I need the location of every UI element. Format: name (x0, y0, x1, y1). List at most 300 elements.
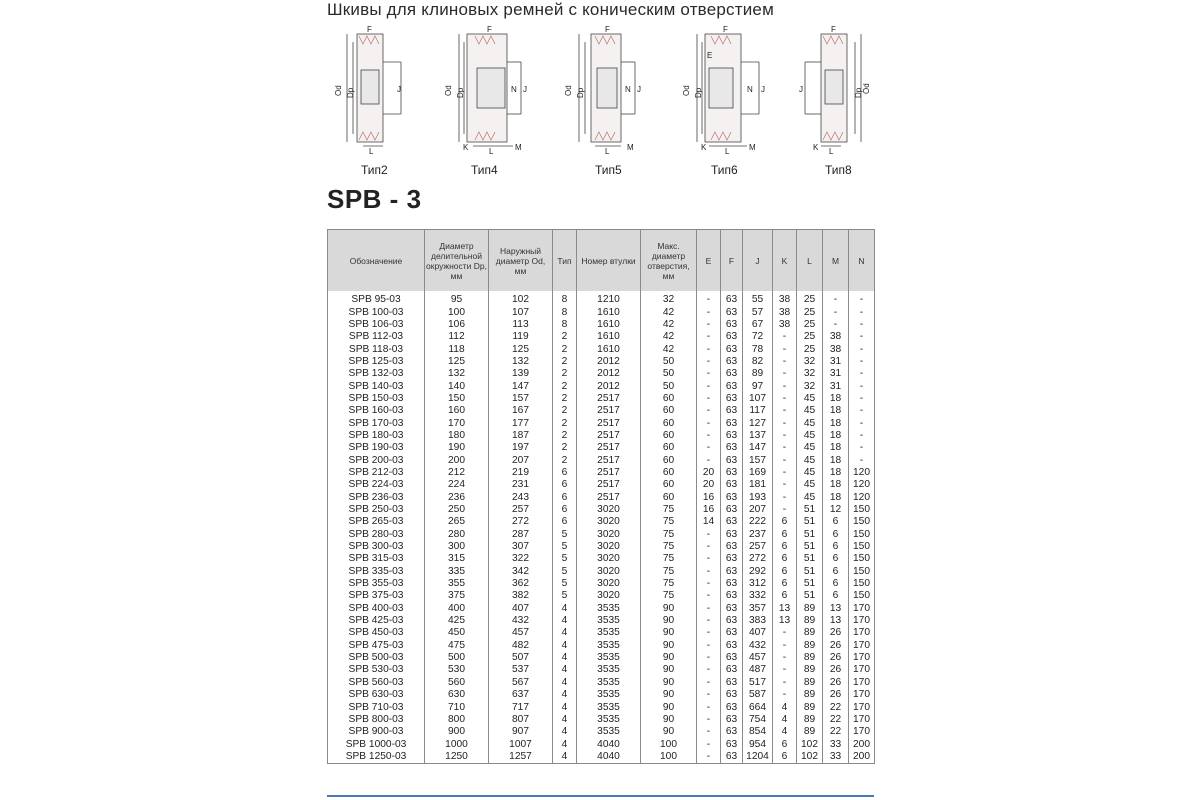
table-cell: 237 (743, 529, 773, 541)
table-cell: 132 (489, 356, 553, 368)
table-cell: 51 (797, 578, 823, 590)
svg-text:M: M (627, 143, 634, 152)
table-cell: 89 (797, 701, 823, 713)
table-cell: 90 (641, 664, 697, 676)
table-cell: - (697, 553, 721, 565)
table-cell: 45 (797, 492, 823, 504)
table-cell: 8 (553, 319, 577, 331)
table-cell: 3535 (577, 714, 641, 726)
table-cell: 51 (797, 553, 823, 565)
table-cell: 630 (425, 689, 489, 701)
table-cell: 2517 (577, 492, 641, 504)
table-cell: 38 (823, 331, 849, 343)
table-cell: 160 (425, 405, 489, 417)
table-cell: 75 (641, 504, 697, 516)
table-cell: 3535 (577, 664, 641, 676)
table-cell: 26 (823, 640, 849, 652)
designation-cell: SPB 150-03 (348, 392, 404, 404)
table-cell: 22 (823, 714, 849, 726)
table-cell: - (697, 393, 721, 405)
table-cell: 1210 (577, 291, 641, 306)
table-cell: 13 (773, 603, 797, 615)
designation-cell: SPB 425-03 (348, 615, 404, 627)
table-cell: 90 (641, 627, 697, 639)
table-cell: 107 (489, 306, 553, 318)
table-cell: 75 (641, 553, 697, 565)
designation-cell: SPB 300-03 (348, 541, 404, 553)
table-cell: 18 (823, 417, 849, 429)
table-cell: 63 (721, 664, 743, 676)
table-cell: 250 (425, 504, 489, 516)
table-cell: - (773, 343, 797, 355)
designation-cell: SPB 1250-03 (345, 750, 407, 762)
table-cell: 6 (553, 492, 577, 504)
table-cell: 75 (641, 578, 697, 590)
svg-text:Od: Od (334, 85, 343, 96)
table-cell: 90 (641, 652, 697, 664)
table-cell: 95 (425, 291, 489, 306)
table-cell: 180 (425, 430, 489, 442)
diagram-type4-label: Тип4 (471, 163, 498, 177)
table-cell: 187 (489, 430, 553, 442)
table-cell: - (697, 319, 721, 331)
table-cell: - (697, 417, 721, 429)
table-cell: 16 (697, 492, 721, 504)
table-cell: 132 (425, 368, 489, 380)
table-cell: - (697, 356, 721, 368)
table-cell: 3020 (577, 504, 641, 516)
table-cell: 3020 (577, 541, 641, 553)
table-cell: - (849, 454, 875, 466)
table-cell: 75 (641, 590, 697, 602)
table-row (328, 319, 875, 331)
table-cell: 32 (797, 356, 823, 368)
table-header-row (328, 230, 875, 292)
table-cell: 2 (553, 393, 577, 405)
diagram-type5 (564, 25, 641, 177)
designation-cell: SPB 375-03 (348, 590, 404, 602)
table-cell: 954 (743, 738, 773, 750)
table-cell: 4 (553, 664, 577, 676)
table-cell: 25 (797, 343, 823, 355)
table-cell: 31 (823, 356, 849, 368)
table-cell: 4 (553, 726, 577, 738)
table-cell: - (697, 615, 721, 627)
section-heading: SPB - 3 (327, 184, 422, 214)
table-cell: 4040 (577, 751, 641, 764)
designation-cell: SPB 112-03 (348, 331, 404, 343)
table-cell: 89 (797, 640, 823, 652)
table-cell: 100 (425, 306, 489, 318)
table-cell: 63 (721, 380, 743, 392)
diagram-type2-label: Тип2 (361, 163, 388, 177)
column-header: Обозначение (328, 230, 425, 292)
table-cell: - (849, 405, 875, 417)
table-cell: 6 (773, 738, 797, 750)
table-cell: 3535 (577, 615, 641, 627)
table-cell: 25 (797, 331, 823, 343)
designation-cell: SPB 800-03 (348, 713, 404, 725)
table-cell: 63 (721, 343, 743, 355)
table-row (328, 627, 875, 639)
table-row (328, 479, 875, 491)
table-cell: 45 (797, 393, 823, 405)
table-cell: 57 (743, 306, 773, 318)
table-cell: 89 (797, 714, 823, 726)
table-cell: 150 (849, 553, 875, 565)
column-header: M (823, 230, 849, 292)
table-cell: 89 (797, 603, 823, 615)
table-cell: 120 (849, 479, 875, 491)
table-cell: 517 (743, 677, 773, 689)
table-cell: - (773, 442, 797, 454)
table-cell: 112 (425, 331, 489, 343)
table-cell: 1610 (577, 319, 641, 331)
table-cell: 362 (489, 578, 553, 590)
table-cell: 63 (721, 615, 743, 627)
table-cell: 4040 (577, 738, 641, 750)
table-cell: 3020 (577, 529, 641, 541)
table-cell: 20 (697, 479, 721, 491)
table-cell: 42 (641, 343, 697, 355)
table-cell: 63 (721, 430, 743, 442)
table-cell: 45 (797, 417, 823, 429)
table-cell: 4 (553, 738, 577, 750)
table-cell: - (849, 291, 875, 306)
table-cell: 63 (721, 689, 743, 701)
table-cell: 3535 (577, 677, 641, 689)
designation-cell: SPB 355-03 (348, 578, 404, 590)
table-cell: 89 (797, 627, 823, 639)
table-cell: 6 (773, 566, 797, 578)
table-cell: 75 (641, 566, 697, 578)
diagram-type8 (799, 25, 871, 177)
table-cell: 147 (743, 442, 773, 454)
table-cell: 90 (641, 714, 697, 726)
table-cell: 710 (425, 701, 489, 713)
table-cell: 157 (489, 393, 553, 405)
table-cell: 51 (797, 516, 823, 528)
table-row (328, 393, 875, 405)
column-header: Тип (553, 230, 577, 292)
table-cell: - (773, 664, 797, 676)
table-cell: 300 (425, 541, 489, 553)
table-cell: - (697, 454, 721, 466)
table-cell: 272 (489, 516, 553, 528)
table-cell: 75 (641, 529, 697, 541)
table-cell: 6 (773, 529, 797, 541)
table-cell: 3020 (577, 590, 641, 602)
designation-cell: SPB 140-03 (348, 380, 404, 392)
table-cell: - (773, 331, 797, 343)
table-cell: 63 (721, 738, 743, 750)
table-cell: 63 (721, 566, 743, 578)
table-row (328, 615, 875, 627)
table-cell: 6 (823, 516, 849, 528)
table-cell: 5 (553, 541, 577, 553)
table-cell: 45 (797, 430, 823, 442)
column-header: J (743, 230, 773, 292)
table-cell: 2 (553, 442, 577, 454)
column-header: L (797, 230, 823, 292)
table-cell: 170 (849, 627, 875, 639)
table-cell: 2517 (577, 405, 641, 417)
table-cell: 63 (721, 393, 743, 405)
designation-cell: SPB 132-03 (348, 368, 404, 380)
table-cell: 51 (797, 590, 823, 602)
table-cell: 231 (489, 479, 553, 491)
svg-text:J: J (637, 85, 641, 94)
table-row (328, 442, 875, 454)
table-cell: 2517 (577, 467, 641, 479)
table-cell: 63 (721, 590, 743, 602)
table-cell: 3535 (577, 701, 641, 713)
svg-text:J: J (799, 85, 803, 94)
table-cell: 332 (743, 590, 773, 602)
table-cell: 150 (849, 566, 875, 578)
table-cell: 637 (489, 689, 553, 701)
table-row (328, 467, 875, 479)
table-cell: 51 (797, 504, 823, 516)
table-cell: 90 (641, 603, 697, 615)
table-cell: - (697, 677, 721, 689)
designation-cell: SPB 1000-03 (345, 738, 407, 750)
designation-cell: SPB 106-03 (348, 318, 404, 330)
table-cell: 89 (797, 652, 823, 664)
table-cell: 45 (797, 467, 823, 479)
table-cell: 18 (823, 454, 849, 466)
table-cell: - (849, 319, 875, 331)
table-cell: - (849, 306, 875, 318)
table-cell: 45 (797, 405, 823, 417)
svg-text:Od: Od (564, 85, 573, 96)
table-cell: 60 (641, 479, 697, 491)
table-cell: 4 (553, 701, 577, 713)
table-cell: 63 (721, 677, 743, 689)
table-cell: 407 (743, 627, 773, 639)
table-cell: 3535 (577, 603, 641, 615)
table-cell: 13 (823, 603, 849, 615)
table-cell: 26 (823, 677, 849, 689)
table-cell: 537 (489, 664, 553, 676)
table-cell: 118 (425, 343, 489, 355)
table-cell: 1257 (489, 751, 553, 764)
table-cell: 280 (425, 529, 489, 541)
table-cell: 6 (823, 541, 849, 553)
designation-cell: SPB 212-03 (348, 466, 404, 478)
table-cell: 287 (489, 529, 553, 541)
table-cell: 432 (743, 640, 773, 652)
table-cell: - (849, 417, 875, 429)
designation-cell: SPB 530-03 (348, 664, 404, 676)
table-cell: 3020 (577, 516, 641, 528)
svg-text:K: K (463, 143, 469, 152)
pulley-type-diagrams (325, 22, 885, 180)
table-cell: 18 (823, 442, 849, 454)
column-header: N (849, 230, 875, 292)
table-cell: 257 (489, 504, 553, 516)
table-cell: 530 (425, 664, 489, 676)
table-cell: 5 (553, 566, 577, 578)
table-cell: 4 (553, 640, 577, 652)
table-cell: 63 (721, 454, 743, 466)
table-cell: 82 (743, 356, 773, 368)
table-cell: 1610 (577, 343, 641, 355)
designation-cell: SPB 95-03 (351, 294, 401, 306)
designation-cell: SPB 280-03 (348, 528, 404, 540)
designation-cell: SPB 400-03 (348, 602, 404, 614)
table-cell: 4 (553, 615, 577, 627)
table-cell: 63 (721, 553, 743, 565)
table-row (328, 726, 875, 738)
designation-cell: SPB 170-03 (348, 417, 404, 429)
table-cell: - (697, 331, 721, 343)
table-cell: 63 (721, 541, 743, 553)
table-cell: - (697, 726, 721, 738)
table-cell: 507 (489, 652, 553, 664)
table-cell: - (697, 541, 721, 553)
table-row (328, 701, 875, 713)
designation-cell: SPB 475-03 (348, 639, 404, 651)
table-cell: 63 (721, 306, 743, 318)
table-cell: 26 (823, 627, 849, 639)
table-cell: 78 (743, 343, 773, 355)
svg-text:M: M (515, 143, 522, 152)
table-cell: 4 (773, 701, 797, 713)
table-cell: 177 (489, 417, 553, 429)
svg-text:L: L (829, 147, 834, 156)
table-cell: 90 (641, 640, 697, 652)
table-row (328, 603, 875, 615)
table-cell: 4 (553, 652, 577, 664)
table-cell: 243 (489, 492, 553, 504)
table-cell: - (773, 380, 797, 392)
table-row (328, 380, 875, 392)
table-cell: 150 (849, 541, 875, 553)
table-cell: - (773, 689, 797, 701)
table-cell: 854 (743, 726, 773, 738)
table-cell: 357 (743, 603, 773, 615)
table-cell: 383 (743, 615, 773, 627)
table-cell: 3535 (577, 726, 641, 738)
table-cell: 170 (849, 640, 875, 652)
table-cell: 432 (489, 615, 553, 627)
table-cell: 212 (425, 467, 489, 479)
table-cell: 63 (721, 356, 743, 368)
table-cell: 25 (797, 291, 823, 306)
table-cell: 67 (743, 319, 773, 331)
table-cell: 292 (743, 566, 773, 578)
table-cell: 18 (823, 479, 849, 491)
table-cell: 425 (425, 615, 489, 627)
table-cell: 4 (773, 726, 797, 738)
designation-cell: SPB 450-03 (348, 627, 404, 639)
table-cell: 457 (489, 627, 553, 639)
table-cell: 170 (849, 603, 875, 615)
table-cell: 190 (425, 442, 489, 454)
svg-text:F: F (831, 25, 836, 34)
table-cell: - (697, 640, 721, 652)
table-cell: 120 (849, 467, 875, 479)
table-cell: - (823, 306, 849, 318)
table-cell: 717 (489, 701, 553, 713)
table-cell: 45 (797, 479, 823, 491)
table-cell: 207 (743, 504, 773, 516)
designation-cell: SPB 315-03 (348, 553, 404, 565)
table-cell: 38 (773, 306, 797, 318)
table-cell: 4 (553, 627, 577, 639)
table-cell: 120 (849, 492, 875, 504)
table-cell: 6 (823, 578, 849, 590)
table-cell: - (697, 751, 721, 764)
table-cell: 200 (849, 751, 875, 764)
table-cell: 207 (489, 454, 553, 466)
table-cell: 375 (425, 590, 489, 602)
table-cell: 89 (797, 689, 823, 701)
table-cell: - (697, 566, 721, 578)
table-cell: 2012 (577, 380, 641, 392)
table-row (328, 738, 875, 750)
table-cell: 107 (743, 393, 773, 405)
table-row (328, 541, 875, 553)
table-cell: 170 (849, 664, 875, 676)
table-cell: 90 (641, 677, 697, 689)
table-cell: 6 (823, 566, 849, 578)
table-cell: 127 (743, 417, 773, 429)
svg-text:N: N (511, 85, 517, 94)
table-cell: 150 (849, 529, 875, 541)
table-cell: 567 (489, 677, 553, 689)
table-cell: 97 (743, 380, 773, 392)
table-cell: 5 (553, 590, 577, 602)
table-cell: 2012 (577, 356, 641, 368)
table-cell: 63 (721, 751, 743, 764)
svg-text:Od: Od (862, 83, 871, 94)
table-row (328, 331, 875, 343)
table-cell: 38 (773, 319, 797, 331)
table-cell: - (849, 356, 875, 368)
table-cell: 224 (425, 479, 489, 491)
table-row (328, 454, 875, 466)
table-cell: 587 (743, 689, 773, 701)
table-cell: 31 (823, 368, 849, 380)
table-cell: 63 (721, 529, 743, 541)
table-cell: 63 (721, 467, 743, 479)
svg-text:Od: Od (444, 85, 453, 96)
table-cell: 150 (849, 590, 875, 602)
table-cell: 42 (641, 306, 697, 318)
table-cell: 50 (641, 368, 697, 380)
table-cell: 18 (823, 393, 849, 405)
table-cell: 3020 (577, 566, 641, 578)
pulley-spec-table (327, 229, 875, 764)
table-cell: 4 (773, 714, 797, 726)
table-cell: - (773, 417, 797, 429)
table-cell: 150 (849, 578, 875, 590)
table-cell: 6 (823, 529, 849, 541)
table-cell: 63 (721, 516, 743, 528)
designation-cell: SPB 180-03 (348, 429, 404, 441)
table-cell: - (773, 479, 797, 491)
table-cell: 3020 (577, 578, 641, 590)
table-cell: 907 (489, 726, 553, 738)
table-cell: 150 (849, 516, 875, 528)
table-cell: 13 (823, 615, 849, 627)
table-cell: 14 (697, 516, 721, 528)
table-cell: - (697, 306, 721, 318)
svg-text:K: K (701, 143, 707, 152)
table-cell: 2 (553, 368, 577, 380)
